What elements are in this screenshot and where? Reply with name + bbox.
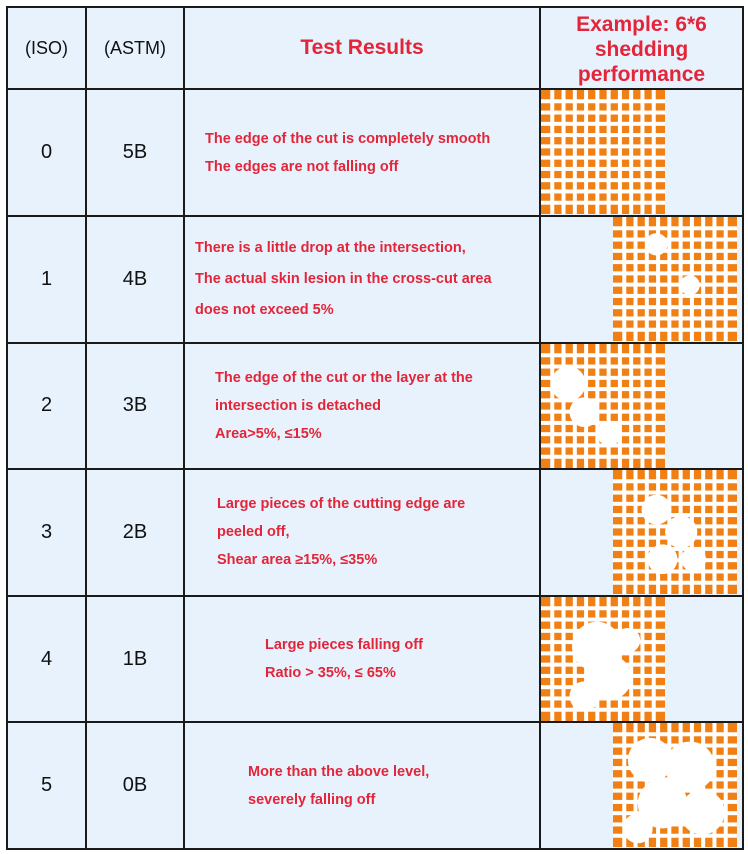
astm-grade: 2B [86, 469, 184, 596]
flaked-area [665, 516, 697, 548]
coating-square [541, 90, 665, 214]
cross-cut-grid-severe-flaking-icon [541, 723, 742, 847]
cut-line-horizontal [613, 581, 737, 585]
table-row [7, 89, 743, 216]
cut-line-horizontal [613, 305, 737, 309]
astm-grade: 3B [86, 343, 184, 470]
cut-line-vertical [629, 597, 633, 721]
test-result-line: severely falling off [248, 791, 376, 808]
cut-line-horizontal [613, 570, 737, 574]
cut-line-horizontal [541, 617, 665, 621]
cut-line-vertical [640, 344, 644, 468]
cut-line-vertical [652, 597, 656, 721]
astm-grade: 0B [86, 722, 184, 849]
cut-line-vertical [701, 217, 705, 341]
cut-line-horizontal [613, 733, 737, 737]
example-column-header [540, 7, 743, 89]
test-result-line: Large pieces falling off [265, 637, 423, 654]
example-header-line: performance [577, 63, 706, 86]
iso-grade: 2 [7, 343, 86, 470]
test-result-line: Shear area ≥15%, ≤35% [217, 552, 378, 569]
cut-line-vertical [562, 597, 566, 721]
cut-line-vertical [550, 90, 554, 214]
flaked-area [570, 397, 600, 427]
coating-square [613, 217, 737, 341]
cut-line-horizontal [541, 156, 665, 160]
cut-line-horizontal [613, 479, 737, 483]
cut-line-horizontal [541, 398, 665, 402]
iso-column-header: (ISO) [7, 7, 86, 89]
example-cell [540, 216, 743, 343]
flaked-area [680, 275, 700, 295]
cut-line-vertical [584, 90, 588, 214]
flaked-area [648, 545, 678, 575]
table-row [7, 596, 743, 723]
example-cell [540, 596, 743, 723]
cross-cut-grid-edge-flaking-icon [541, 344, 742, 468]
flaked-area [642, 495, 672, 525]
cut-line-vertical [629, 344, 633, 468]
cut-line-horizontal [541, 111, 665, 115]
flaked-area [623, 814, 653, 844]
iso-grade: 1 [7, 216, 86, 343]
table-row [7, 343, 743, 470]
iso-grade: 3 [7, 469, 86, 596]
cut-line-vertical [645, 217, 649, 341]
cut-line-horizontal [541, 454, 665, 458]
cut-line-vertical [640, 90, 644, 214]
cut-line-horizontal [613, 502, 737, 506]
cross-cut-grid-partial-flaking-icon [541, 470, 742, 594]
flaked-area [597, 420, 622, 445]
cut-line-vertical [701, 470, 705, 594]
cut-line-vertical [652, 90, 656, 214]
cut-line-horizontal [541, 190, 665, 194]
cut-line-horizontal [541, 409, 665, 413]
header-row [7, 7, 743, 89]
grid-square [613, 217, 737, 341]
cross-cut-grid-slight-flaking-icon [541, 217, 742, 341]
cut-line-horizontal [541, 179, 665, 183]
coating-square [541, 344, 665, 468]
flaked-area [628, 738, 673, 783]
test-result-cell [184, 343, 540, 470]
cut-line-vertical [724, 217, 728, 341]
test-result-line: does not exceed 5% [195, 301, 334, 318]
cut-line-horizontal [613, 294, 737, 298]
test-result-cell [184, 596, 540, 723]
cut-line-horizontal [613, 316, 737, 320]
flaked-area [680, 790, 725, 835]
cut-line-horizontal [541, 100, 665, 104]
test-result-line: Ratio > 35%, ≤ 65% [265, 665, 396, 682]
cut-line-vertical [550, 344, 554, 468]
example-header-line: Example: 6*6 [576, 13, 707, 36]
cut-line-horizontal [541, 145, 665, 149]
cut-line-horizontal [541, 364, 665, 368]
cut-line-horizontal [541, 606, 665, 610]
table-row [7, 216, 743, 343]
cut-line-horizontal [541, 353, 665, 357]
cut-line-horizontal [541, 122, 665, 126]
iso-grade: 4 [7, 596, 86, 723]
iso-grade: 5 [7, 722, 86, 849]
example-cell [540, 722, 743, 849]
example-cell [540, 343, 743, 470]
test-result-cell [184, 216, 540, 343]
cross-cut-grid-large-flaking-icon [541, 597, 742, 721]
cut-line-vertical [618, 344, 622, 468]
flaked-area [615, 628, 640, 653]
cut-line-horizontal [613, 513, 737, 517]
astm-grade: 5B [86, 89, 184, 216]
iso-grade: 0 [7, 89, 86, 216]
cut-line-vertical [573, 90, 577, 214]
cut-line-horizontal [541, 133, 665, 137]
cut-line-vertical [679, 217, 683, 341]
cut-line-vertical [550, 597, 554, 721]
test-result-line: The edge of the cut or the layer at the [215, 369, 473, 386]
cut-line-horizontal [541, 707, 665, 711]
adhesion-classification-table [6, 6, 744, 850]
test-result-line: peeled off, [217, 524, 290, 541]
flaked-area [570, 681, 600, 711]
cut-line-horizontal [541, 167, 665, 171]
flaked-area [645, 233, 667, 255]
cut-line-vertical [595, 90, 599, 214]
test-results-column-header: Test Results [184, 7, 540, 89]
test-result-line: Large pieces of the cutting edge are [217, 496, 466, 513]
cut-line-horizontal [613, 328, 737, 332]
test-result-line: More than the above level, [248, 763, 430, 780]
cut-line-vertical [652, 344, 656, 468]
test-result-cell [184, 89, 540, 216]
test-result-line: Area>5%, ≤15% [215, 425, 322, 442]
flaked-area [681, 547, 706, 572]
cut-line-vertical [607, 90, 611, 214]
cut-line-horizontal [613, 283, 737, 287]
cut-line-horizontal [613, 238, 737, 242]
cut-line-vertical [656, 470, 660, 594]
table-row [7, 469, 743, 596]
example-header-line: shedding [594, 38, 689, 61]
cut-line-vertical [634, 217, 638, 341]
test-result-line: The edges are not falling off [205, 158, 399, 175]
grid-square [613, 723, 737, 847]
cut-line-vertical [622, 470, 626, 594]
cut-line-vertical [724, 470, 728, 594]
cut-line-horizontal [613, 260, 737, 264]
grid-square [613, 470, 737, 594]
cut-line-vertical [622, 217, 626, 341]
cut-line-horizontal [613, 271, 737, 275]
cut-line-vertical [562, 344, 566, 468]
test-result-line: intersection is detached [215, 397, 381, 414]
cross-cut-grid-no-flaking-icon [541, 90, 742, 214]
cut-line-horizontal [541, 201, 665, 205]
cut-line-horizontal [541, 443, 665, 447]
cut-line-vertical [712, 217, 716, 341]
astm-grade: 1B [86, 596, 184, 723]
flaked-area [551, 366, 586, 401]
cut-line-vertical [634, 470, 638, 594]
astm-grade: 4B [86, 216, 184, 343]
test-result-cell [184, 722, 540, 849]
table-row [7, 722, 743, 849]
cut-line-vertical [667, 217, 671, 341]
cut-line-vertical [712, 470, 716, 594]
cut-line-vertical [618, 90, 622, 214]
grid-square [541, 90, 665, 214]
test-result-line: The edge of the cut is completely smooth [205, 130, 491, 147]
grid-square [541, 344, 665, 468]
example-cell [540, 89, 743, 216]
grid-square [541, 597, 665, 721]
example-cell [540, 469, 743, 596]
astm-column-header: (ASTM) [86, 7, 184, 89]
test-result-line: The actual skin lesion in the cross-cut area [195, 270, 492, 287]
test-result-cell [184, 469, 540, 596]
cut-line-vertical [724, 723, 728, 847]
test-result-line: There is a little drop at the intersection, [195, 239, 466, 256]
cut-line-vertical [640, 597, 644, 721]
cut-line-horizontal [613, 249, 737, 253]
cut-line-vertical [562, 90, 566, 214]
cut-line-horizontal [613, 491, 737, 495]
cut-line-vertical [645, 470, 649, 594]
cut-line-vertical [607, 344, 611, 468]
cut-line-horizontal [613, 547, 737, 551]
cut-line-horizontal [613, 226, 737, 230]
cut-line-vertical [629, 90, 633, 214]
